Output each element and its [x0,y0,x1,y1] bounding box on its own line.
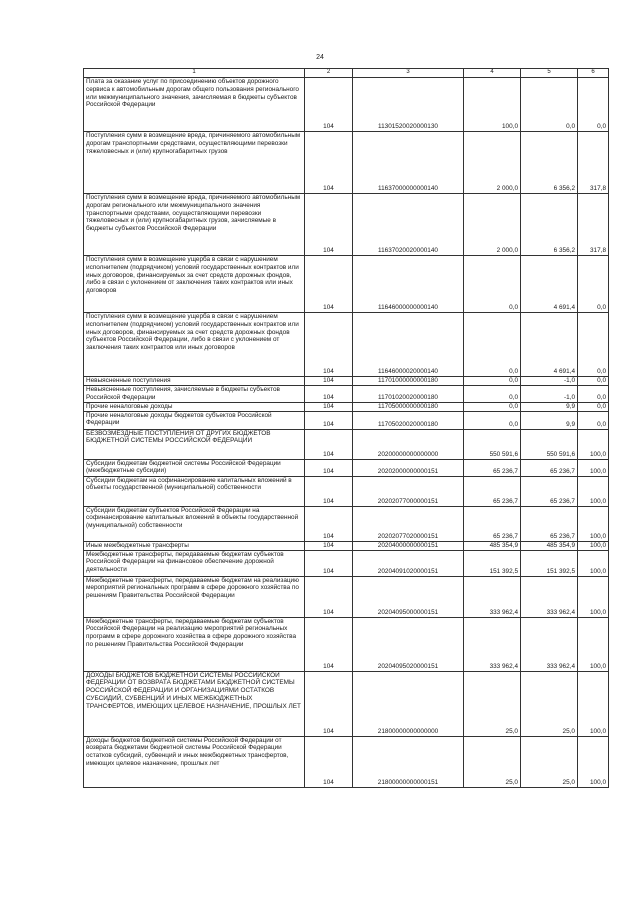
row-planned-amount: 0,0 [464,402,521,411]
row-actual-amount: 4 691,4 [521,313,578,377]
row-actual-amount: -1,0 [521,377,578,386]
row-admin-code: 104 [305,541,353,550]
row-planned-amount: 25,0 [464,671,521,736]
row-planned-amount: 485 354,9 [464,541,521,550]
row-classification-code: 11701020020000180 [353,385,464,402]
row-name: Субсидии бюджетам бюджетной системы Российской Федерации (межбюджетные субсидии) [84,459,305,476]
header-col-6: 6 [578,69,609,78]
row-execution-percent: 0,0 [578,385,609,402]
row-classification-code: 20204095000000151 [353,576,464,617]
row-planned-amount: 65 236,7 [464,459,521,476]
row-actual-amount: 65 236,7 [521,459,578,476]
row-admin-code: 104 [305,256,353,313]
row-actual-amount: 65 236,7 [521,476,578,506]
row-planned-amount: 0,0 [464,313,521,377]
row-actual-amount: 333 962,4 [521,617,578,671]
row-name: Субсидии бюджетам на софинансирование капитальных вложений в объекты государственной (муниципальной) собственности [84,476,305,506]
row-admin-code: 104 [305,194,353,256]
row-classification-code: 11646000020000140 [353,313,464,377]
row-execution-percent: 0,0 [578,78,609,132]
row-admin-code: 104 [305,576,353,617]
row-classification-code: 20204095020000151 [353,617,464,671]
row-actual-amount: 25,0 [521,671,578,736]
table-header-row [84,69,609,78]
table-row [84,576,609,617]
row-actual-amount: 0,0 [521,78,578,132]
row-planned-amount: 0,0 [464,385,521,402]
row-classification-code: 21800000000000151 [353,736,464,787]
table-row [84,132,609,194]
row-planned-amount: 550 591,6 [464,429,521,459]
row-classification-code: 11637000000000140 [353,132,464,194]
table-row [84,411,609,429]
row-planned-amount: 65 236,7 [464,506,521,541]
row-admin-code: 104 [305,402,353,411]
row-name: Поступления сумм в возмещение вреда, причиняемого автомобильным дорогам транспортными средствами, осуществляющими перевозки тяжеловесных и (или) крупногабаритных грузов [84,132,305,194]
row-classification-code: 20202077020000151 [353,506,464,541]
row-admin-code: 104 [305,132,353,194]
row-name: БЕЗВОЗМЕЗДНЫЕ ПОСТУПЛЕНИЯ ОТ ДРУГИХ БЮДЖЕТОВ БЮДЖЕТНОЙ СИСТЕМЫ РОССИЙСКОЙ ФЕДЕРАЦИИ [84,429,305,459]
row-actual-amount: 65 236,7 [521,506,578,541]
row-classification-code: 11705000000000180 [353,402,464,411]
row-execution-percent: 0,0 [578,256,609,313]
row-planned-amount: 100,0 [464,78,521,132]
row-execution-percent: 100,0 [578,550,609,576]
row-actual-amount: 6 356,2 [521,194,578,256]
row-execution-percent: 100,0 [578,476,609,506]
row-classification-code: 20200000000000000 [353,429,464,459]
table-row [84,541,609,550]
table-row [84,377,609,386]
row-planned-amount: 25,0 [464,736,521,787]
row-execution-percent: 100,0 [578,459,609,476]
header-col-2: 2 [305,69,353,78]
row-classification-code: 20204091020000151 [353,550,464,576]
row-classification-code: 11637020020000140 [353,194,464,256]
row-execution-percent: 100,0 [578,429,609,459]
row-execution-percent: 317,8 [578,194,609,256]
row-actual-amount: 9,9 [521,402,578,411]
row-name: ДОХОДЫ БЮДЖЕТОВ БЮДЖЕТНОЙ СИСТЕМЫ РОССИЙСКОЙ ФЕДЕРАЦИИ ОТ ВОЗВРАТА БЮДЖЕТАМИ БЮДЖЕТНОЙ СИСТЕМЫ РОССИЙСКОЙ ФЕДЕРАЦИИ И ОРГАНИЗАЦИЯМИ ОСТАТКОВ СУБСИДИЙ, СУБВЕНЦИЙ И ИНЫХ МЕЖБЮДЖЕТНЫХ ТРАНСФЕРТОВ, ИМЕЮЩИХ ЦЕЛЕВОЕ НАЗНАЧЕНИЕ, ПРОШЛЫХ ЛЕТ [84,671,305,736]
row-actual-amount: 25,0 [521,736,578,787]
row-actual-amount: 550 591,6 [521,429,578,459]
row-execution-percent: 0,0 [578,402,609,411]
row-classification-code: 11701000000000180 [353,377,464,386]
table-row [84,385,609,402]
row-execution-percent: 100,0 [578,617,609,671]
row-admin-code: 104 [305,736,353,787]
row-planned-amount: 0,0 [464,256,521,313]
row-execution-percent: 100,0 [578,736,609,787]
row-classification-code: 11646000000000140 [353,256,464,313]
row-execution-percent: 100,0 [578,671,609,736]
row-actual-amount: 6 356,2 [521,132,578,194]
row-name: Поступления сумм в возмещение ущерба в связи с нарушением исполнителем (подрядчиком) условий государственных контрактов или иных договоров, финансируемых за счет средств дорожных фондов, либо в связи с уклонением от заключения таких контрактов или иных договоров [84,256,305,313]
row-name: Межбюджетные трансферты, передаваемые бюджетам на реализацию мероприятий региональных программ в сфере дорожного хозяйства по решениям Правительства Российской Федерации [84,576,305,617]
row-execution-percent: 0,0 [578,377,609,386]
table-row [84,78,609,132]
row-name: Прочие неналоговые доходы бюджетов субъектов Российской Федерации [84,411,305,429]
row-actual-amount: 9,9 [521,411,578,429]
header-col-1: 1 [84,69,305,78]
row-admin-code: 104 [305,377,353,386]
row-execution-percent: 0,0 [578,313,609,377]
table-row [84,476,609,506]
row-planned-amount: 333 962,4 [464,617,521,671]
row-planned-amount: 65 236,7 [464,476,521,506]
row-name: Плата за оказание услуг по присоединению объектов дорожного сервиса к автомобильным дорогам общего пользования регионального или межмуниципального значения, зачисляемая в бюджеты субъектов Российской Федерации [84,78,305,132]
row-planned-amount: 2 000,0 [464,194,521,256]
row-planned-amount: 0,0 [464,377,521,386]
row-name: Субсидии бюджетам субъектов Российской Федерации на софинансирование капитальных вложений в объекты государственной (муниципальной) собственности [84,506,305,541]
row-actual-amount: 4 691,4 [521,256,578,313]
row-admin-code: 104 [305,506,353,541]
table-row [84,617,609,671]
row-admin-code: 104 [305,385,353,402]
row-classification-code: 11301520020000130 [353,78,464,132]
table-row [84,313,609,377]
row-actual-amount: 151 392,5 [521,550,578,576]
row-classification-code: 11705020020000180 [353,411,464,429]
row-name: Прочие неналоговые доходы [84,402,305,411]
table-row [84,256,609,313]
row-classification-code: 20202000000000151 [353,459,464,476]
row-name: Межбюджетные трансферты, передаваемые бюджетам субъектов Российской Федерации на финансовое обеспечение дорожной деятельности [84,550,305,576]
row-classification-code: 21800000000000000 [353,671,464,736]
table-row [84,429,609,459]
row-admin-code: 104 [305,313,353,377]
row-execution-percent: 0,0 [578,411,609,429]
row-execution-percent: 100,0 [578,541,609,550]
page-number: 24 [316,54,324,61]
row-name: Невыясненные поступления [84,377,305,386]
row-execution-percent: 100,0 [578,576,609,617]
row-name: Иные межбюджетные трансферты [84,541,305,550]
table-row [84,736,609,787]
table-row [84,194,609,256]
table-row [84,550,609,576]
row-name: Поступления сумм в возмещение ущерба в связи с нарушением исполнителем (подрядчиком) условий государственных контрактов или иных договоров, финансируемых за счет средств дорожных фондов субъектов Российской Федерации, либо в связи с уклонением от заключения таких контрактов или иных договоров [84,313,305,377]
row-admin-code: 104 [305,411,353,429]
row-admin-code: 104 [305,671,353,736]
row-admin-code: 104 [305,550,353,576]
row-admin-code: 104 [305,476,353,506]
row-actual-amount: 333 962,4 [521,576,578,617]
row-classification-code: 20204000000000151 [353,541,464,550]
table-row [84,402,609,411]
table-row [84,459,609,476]
revenue-table [83,68,609,788]
table-row [84,671,609,736]
row-classification-code: 20202077000000151 [353,476,464,506]
row-admin-code: 104 [305,459,353,476]
row-name: Межбюджетные трансферты, передаваемые бюджетам субъектов Российской Федерации на реализацию мероприятий региональных программ в сфере дорожного хозяйства в сфере дорожного хозяйства по решениям Правительства Российской Федерации [84,617,305,671]
row-actual-amount: 485 354,9 [521,541,578,550]
row-name: Доходы бюджетов бюджетной системы Российской Федерации от возврата бюджетами бюджетной системы Российской Федерации остатков субсидий, субвенций и иных межбюджетных трансфертов, имеющих целевое назначение, прошлых лет [84,736,305,787]
header-col-3: 3 [353,69,464,78]
row-actual-amount: -1,0 [521,385,578,402]
table-row [84,506,609,541]
row-admin-code: 104 [305,429,353,459]
row-execution-percent: 100,0 [578,506,609,541]
row-planned-amount: 151 392,5 [464,550,521,576]
row-admin-code: 104 [305,617,353,671]
row-admin-code: 104 [305,78,353,132]
row-planned-amount: 333 962,4 [464,576,521,617]
row-planned-amount: 2 000,0 [464,132,521,194]
row-name: Невыясненные поступления, зачисляемые в бюджеты субъектов Российской Федерации [84,385,305,402]
row-planned-amount: 0,0 [464,411,521,429]
header-col-4: 4 [464,69,521,78]
row-execution-percent: 317,8 [578,132,609,194]
row-name: Поступления сумм в возмещение вреда, причиняемого автомобильным дорогам регионального или межмуниципального значения транспортными средствами, осуществляющими перевозки тяжеловесных и (или) крупногабаритных грузов, зачисляемые в бюджеты субъектов Российской Федерации [84,194,305,256]
header-col-5: 5 [521,69,578,78]
